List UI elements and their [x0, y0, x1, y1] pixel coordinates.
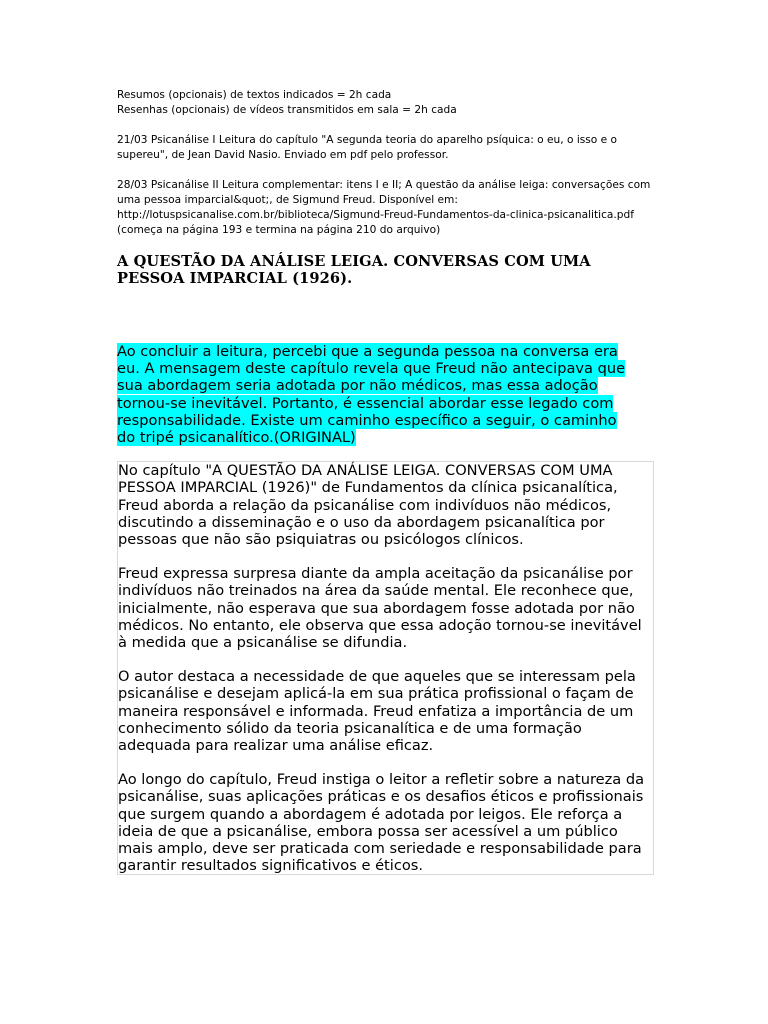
notes-line-2: Resenhas (opcionais) de vídeos transmitidos em sala = 2h cada [117, 104, 457, 116]
answer-paragraph-4: Ao longo do capítulo, Freud instiga o leitor a refletir sobre a natureza da psicanálise, suas aplicações práticas e os desafios éticos e profissionais que surgem quando a abordagem é adotada por leigos. Ele reforça a ideia de que a psicanálise, embora possa ser acessível a um público mais amplo, deve ser praticada com seriedade e responsabilidade para garantir resultados significativos e éticos. [118, 771, 645, 875]
highlighted-text: Ao concluir a leitura, percebi que a segunda pessoa na conversa era eu. A mensagem deste capítulo revela que Freud não antecipava que sua abordagem seria adotada por não médicos, mas essa adoção tornou-se inevitável. Portanto, é essencial abordar esse legado com responsabilidade. Existe um caminho específico a seguir, o caminho do tripé psicanalítico.(ORIGINAL) [117, 343, 626, 447]
highlighted-paragraph [117, 343, 637, 446]
notes-block [117, 88, 657, 118]
answer-box [117, 461, 654, 875]
answer-paragraph-2: Freud expressa surpresa diante da ampla aceitação da psicanálise por indivíduos não treinados na área da saúde mental. Ele reconhece que, inicialmente, não esperava que sua abordagem fosse adotada por não médicos. No entanto, ele observa que essa adoção tornou-se inevitável à medida que a psicanálise se difundia. [118, 565, 642, 652]
notes-line-1: Resumos (opcionais) de textos indicados = 2h cada [117, 89, 392, 101]
answer-paragraph-3: O autor destaca a necessidade de que aqueles que se interessam pela psicanálise e desejam aplicá-la em sua prática profissional o façam de maneira responsável e informada. Freud enfatiza a importância de um conhecimento sólido da teoria psicanalítica e de uma formação adequada para realizar uma análise eficaz. [118, 668, 636, 755]
schedule-item-2: 28/03 Psicanálise II Leitura complementar: itens I e II; A questão da análise leiga: conversações com uma pessoa imparcial&quot;, de Sigmund Freud. Disponível em: http://lotuspsicanalise.com.br/biblioteca/Sigmund-Freud-Fundamentos-da-clinica-psicanalitica.pdf (começa na página 193 e termina na página 210 do arquivo) [117, 179, 651, 236]
schedule-item-1: 21/03 Psicanálise I Leitura do capítulo "A segunda teoria do aparelho psíquica: o eu, o isso e o supereu", de Jean David Nasio. Enviado em pdf pelo professor. [117, 134, 618, 161]
section-title: A QUESTÃO DA ANÁLISE LEIGA. CONVERSAS COM UMA PESSOA IMPARCIAL (1926). [117, 253, 591, 287]
document-page [117, 88, 657, 875]
answer-paragraph-1: No capítulo "A QUESTÃO DA ANÁLISE LEIGA. CONVERSAS COM UMA PESSOA IMPARCIAL (1926)" de Fundamentos da clínica psicanalítica, Freud aborda a relação da psicanálise com indivíduos não médicos, discutindo a disseminação e o uso da abordagem psicanalítica por pessoas que não são psiquiatras ou psicólogos clínicos. [118, 462, 618, 549]
